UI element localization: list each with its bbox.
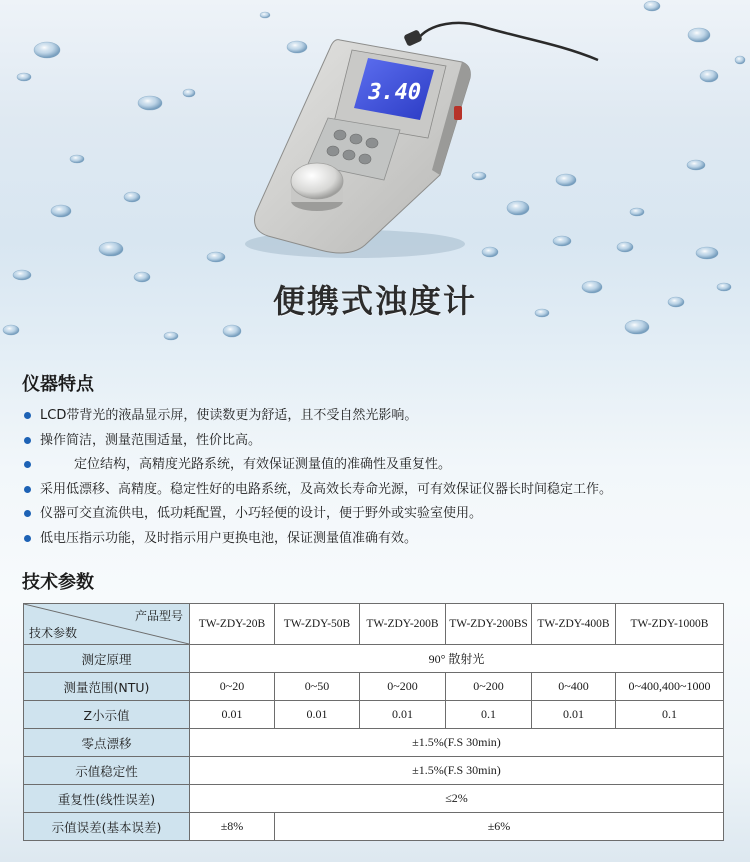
table-cell: 0.01 — [360, 701, 446, 729]
row-label: Z小示值 — [24, 701, 190, 729]
table-cell: 0~50 — [275, 673, 360, 701]
feature-item: 采用低漂移、高精度。稳定性好的电路系统，及高效长寿命光源，可有效保证仪器长时间稳定工作。 — [24, 478, 740, 503]
model-header: TW-ZDY-200B — [360, 604, 446, 645]
bullet-dot-icon — [24, 535, 31, 542]
model-header: TW-ZDY-1000B — [616, 604, 724, 645]
row-label: 重复性(线性误差) — [24, 785, 190, 813]
table-cell: 0.01 — [190, 701, 275, 729]
model-header: TW-ZDY-400B — [532, 604, 616, 645]
table-cell: ±1.5%(F.S 30min) — [190, 729, 724, 757]
table-row — [24, 757, 724, 785]
model-header: TW-ZDY-50B — [275, 604, 360, 645]
bullet-dot-icon — [24, 437, 31, 444]
table-cell: ±8% — [190, 813, 275, 841]
table-cell: 90° 散射光 — [190, 645, 724, 673]
feature-item: 仪器可交直流供电，低功耗配置，小巧轻便的设计，便于野外或实验室使用。 — [24, 502, 740, 527]
table-cell: ±1.5%(F.S 30min) — [190, 757, 724, 785]
table-row — [24, 813, 724, 841]
row-label: 测定原理 — [24, 645, 190, 673]
table-cell: 0.1 — [616, 701, 724, 729]
spec-table — [23, 603, 724, 841]
features-heading: 仪器特点 — [22, 374, 94, 395]
bullet-dot-icon — [24, 486, 31, 493]
table-cell: 0.01 — [275, 701, 360, 729]
table-row — [24, 701, 724, 729]
table-cell: 0~400,400~1000 — [616, 673, 724, 701]
model-header: TW-ZDY-20B — [190, 604, 275, 645]
table-cell: 0.01 — [532, 701, 616, 729]
table-row — [24, 673, 724, 701]
product-title: 便携式浊度计 — [272, 282, 477, 320]
bullet-dot-icon — [24, 510, 31, 517]
feature-item: 低电压指示功能，及时指示用户更换电池，保证测量值准确有效。 — [24, 527, 740, 552]
table-row — [24, 645, 724, 673]
model-header: TW-ZDY-200BS — [446, 604, 532, 645]
table-cell: 0~200 — [446, 673, 532, 701]
table-cell: ±6% — [275, 813, 724, 841]
specs-heading: 技术参数 — [22, 572, 94, 593]
table-row — [24, 785, 724, 813]
table-corner-cell — [24, 604, 190, 645]
turbidimeter-product-image — [0, 0, 750, 262]
table-header-row — [24, 604, 724, 645]
table-cell: 0~200 — [360, 673, 446, 701]
feature-item: 操作简洁，测量范围适量，性价比高。 — [24, 429, 740, 454]
features-list — [24, 404, 740, 551]
table-cell: 0~20 — [190, 673, 275, 701]
table-cell: ≤2% — [190, 785, 724, 813]
row-label: 示值误差(基本误差) — [24, 813, 190, 841]
bullet-dot-icon — [24, 412, 31, 419]
feature-item: LCD带背光的液晶显示屏，使读数更为舒适，且不受自然光影响。 — [24, 404, 740, 429]
row-label: 零点漂移 — [24, 729, 190, 757]
corner-label-param: 技术参数 — [29, 626, 78, 640]
table-cell: 0~400 — [532, 673, 616, 701]
feature-item: 定位结构，高精度光路系统，有效保证测量值的准确性及重复性。 — [24, 453, 740, 478]
table-row — [24, 729, 724, 757]
row-label: 测量范围(NTU) — [24, 673, 190, 701]
bullet-dot-icon — [24, 461, 31, 468]
table-cell: 0.1 — [446, 701, 532, 729]
row-label: 示值稳定性 — [24, 757, 190, 785]
corner-label-model: 产品型号 — [134, 609, 183, 623]
device-lcd-readout: 3.40 — [365, 79, 424, 105]
